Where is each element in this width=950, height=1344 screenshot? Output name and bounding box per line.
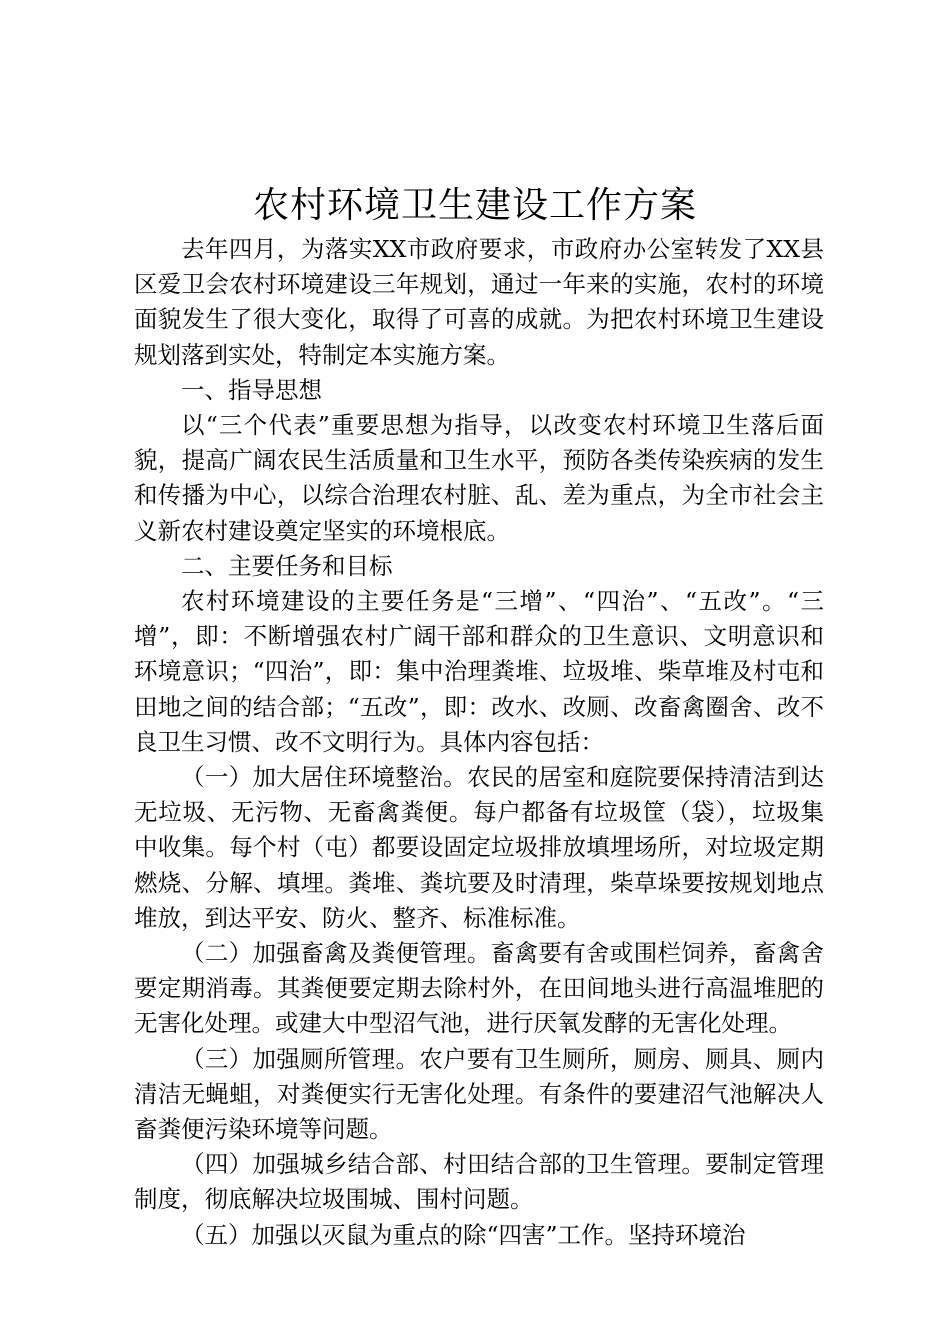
item-3-paragraph: （三）加强厕所管理。农户要有卫生厕所，厕房、厕具、厕内清洁无蝇蛆，对粪便实行无害化处理。有条件的要建沼气池解决人畜粪便污染环境等问题。 bbox=[134, 1044, 824, 1144]
section-heading-tasks-goals: 二、主要任务和目标 bbox=[181, 551, 393, 580]
document-title: 农村环境卫生建设工作方案 bbox=[252, 185, 697, 226]
guiding-ideology-paragraph: 以“三个代表”重要思想为指导，以改变农村环境卫生落后面貌，提高广阔农民生活质量和卫生水平，预防各类传染疾病的发生和传播为中心，以综合治理农村脏、乱、差为重点，为全市社会主义新农村建设奠定坚实的环境根底。 bbox=[134, 411, 824, 545]
tasks-paragraph: 农村环境建设的主要任务是“三增”、“四治”、“五改”。“三增”，即：不断增强农村广阔干部和群众的卫生意识、文明意识和环境意识；“四治”，即：集中治理粪堆、垃圾堆、柴草堆及村屯和田地之间的结合部；“五改”，即：改水、改厕、改畜禽圈舍、改不良卫生习惯、改不文明行为。具体内容包括： bbox=[134, 587, 824, 756]
document-body bbox=[134, 232, 824, 1253]
item-4-paragraph: （四）加强城乡结合部、村田结合部的卫生管理。要制定管理制度，彻底解决垃圾围城、围村问题。 bbox=[134, 1150, 824, 1214]
section-heading-guiding-ideology: 一、指导思想 bbox=[181, 375, 322, 404]
item-5-paragraph: （五）加强以灭鼠为重点的除“四害”工作。坚持环境治 bbox=[181, 1220, 746, 1249]
intro-paragraph: 去年四月，为落实XX市政府要求，市政府办公室转发了XX县区爱卫会农村环境建设三年规划，通过一年来的实施，农村的环境面貌发生了很大变化，取得了可喜的成就。为把农村环境卫生建设规划落到实处，特制定本实施方案。 bbox=[134, 235, 824, 369]
item-2-paragraph: （二）加强畜禽及粪便管理。畜禽要有舍或围栏饲养，畜禽舍要定期消毒。其粪便要定期去除村外，在田间地头进行高温堆肥的无害化处理。或建大中型沼气池，进行厌氧发酵的无害化处理。 bbox=[134, 939, 824, 1038]
item-1-paragraph: （一）加大居住环境整治。农民的居室和庭院要保持清洁到达无垃圾、无污物、无畜禽粪便。每户都备有垃圾筐（袋），垃圾集中收集。每个村（屯）都要设固定垃圾排放填埋场所，对垃圾定期燃烧、分解、填埋。粪堆、粪坑要及时清理，柴草垛要按规划地点堆放，到达平安、防火、整齐、标准标准。 bbox=[134, 763, 824, 932]
